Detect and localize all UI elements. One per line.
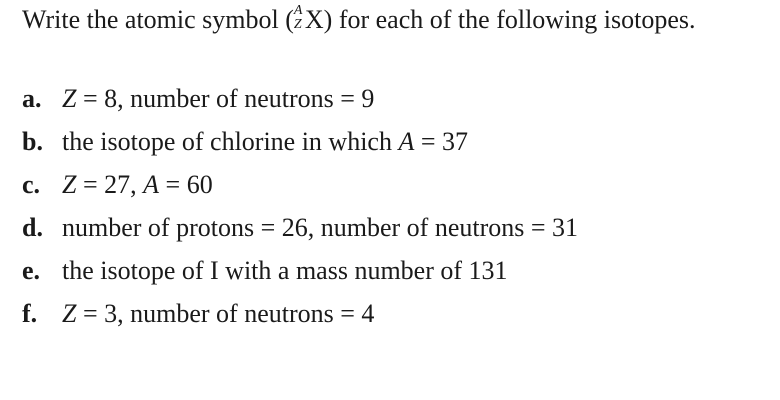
text-segment: = 60 — [159, 170, 213, 199]
atomic-number-symbol: Z — [293, 17, 302, 33]
math-variable: A — [398, 127, 415, 156]
mass-number-symbol: A — [293, 3, 303, 19]
isotope-notation — [294, 2, 324, 37]
math-variable: Z — [62, 299, 77, 328]
item-letter: f. — [22, 299, 38, 328]
text-segment: = 8, number of neutrons = 9 — [76, 84, 375, 113]
question-intro — [22, 2, 758, 37]
list-item — [22, 299, 374, 329]
text-segment: = 27, — [76, 170, 144, 199]
math-variable: Z — [62, 84, 77, 113]
list-item — [22, 256, 508, 286]
text-segment: the isotope of chlorine in which — [62, 127, 399, 156]
list-item — [22, 84, 374, 114]
text-segment: = 37 — [414, 127, 469, 156]
text-segment: number of protons = 26, number of neutrons = 31 — [62, 213, 579, 242]
intro-text-before: Write the atomic symbol ( — [22, 5, 294, 34]
item-text — [62, 170, 213, 200]
item-letter: d. — [22, 213, 43, 242]
item-text — [62, 213, 578, 243]
item-letter: c. — [22, 170, 41, 199]
math-variable: Z — [62, 170, 77, 199]
item-letter: e. — [22, 256, 41, 285]
intro-text-after: ) for each of the following isotopes. — [323, 5, 696, 34]
list-item — [22, 170, 213, 200]
item-text — [62, 84, 374, 114]
list-item — [22, 127, 468, 157]
nuclide-scripts — [293, 3, 305, 33]
list-item — [22, 213, 578, 243]
item-text — [62, 256, 508, 286]
item-text — [62, 127, 468, 157]
item-letter: b. — [22, 127, 43, 156]
math-variable: A — [143, 170, 160, 199]
item-letter: a. — [22, 84, 42, 113]
item-text — [62, 299, 374, 329]
element-symbol: X — [304, 5, 324, 34]
text-segment: = 3, number of neutrons = 4 — [76, 299, 375, 328]
text-segment: the isotope of I with a mass number of 131 — [62, 256, 508, 285]
